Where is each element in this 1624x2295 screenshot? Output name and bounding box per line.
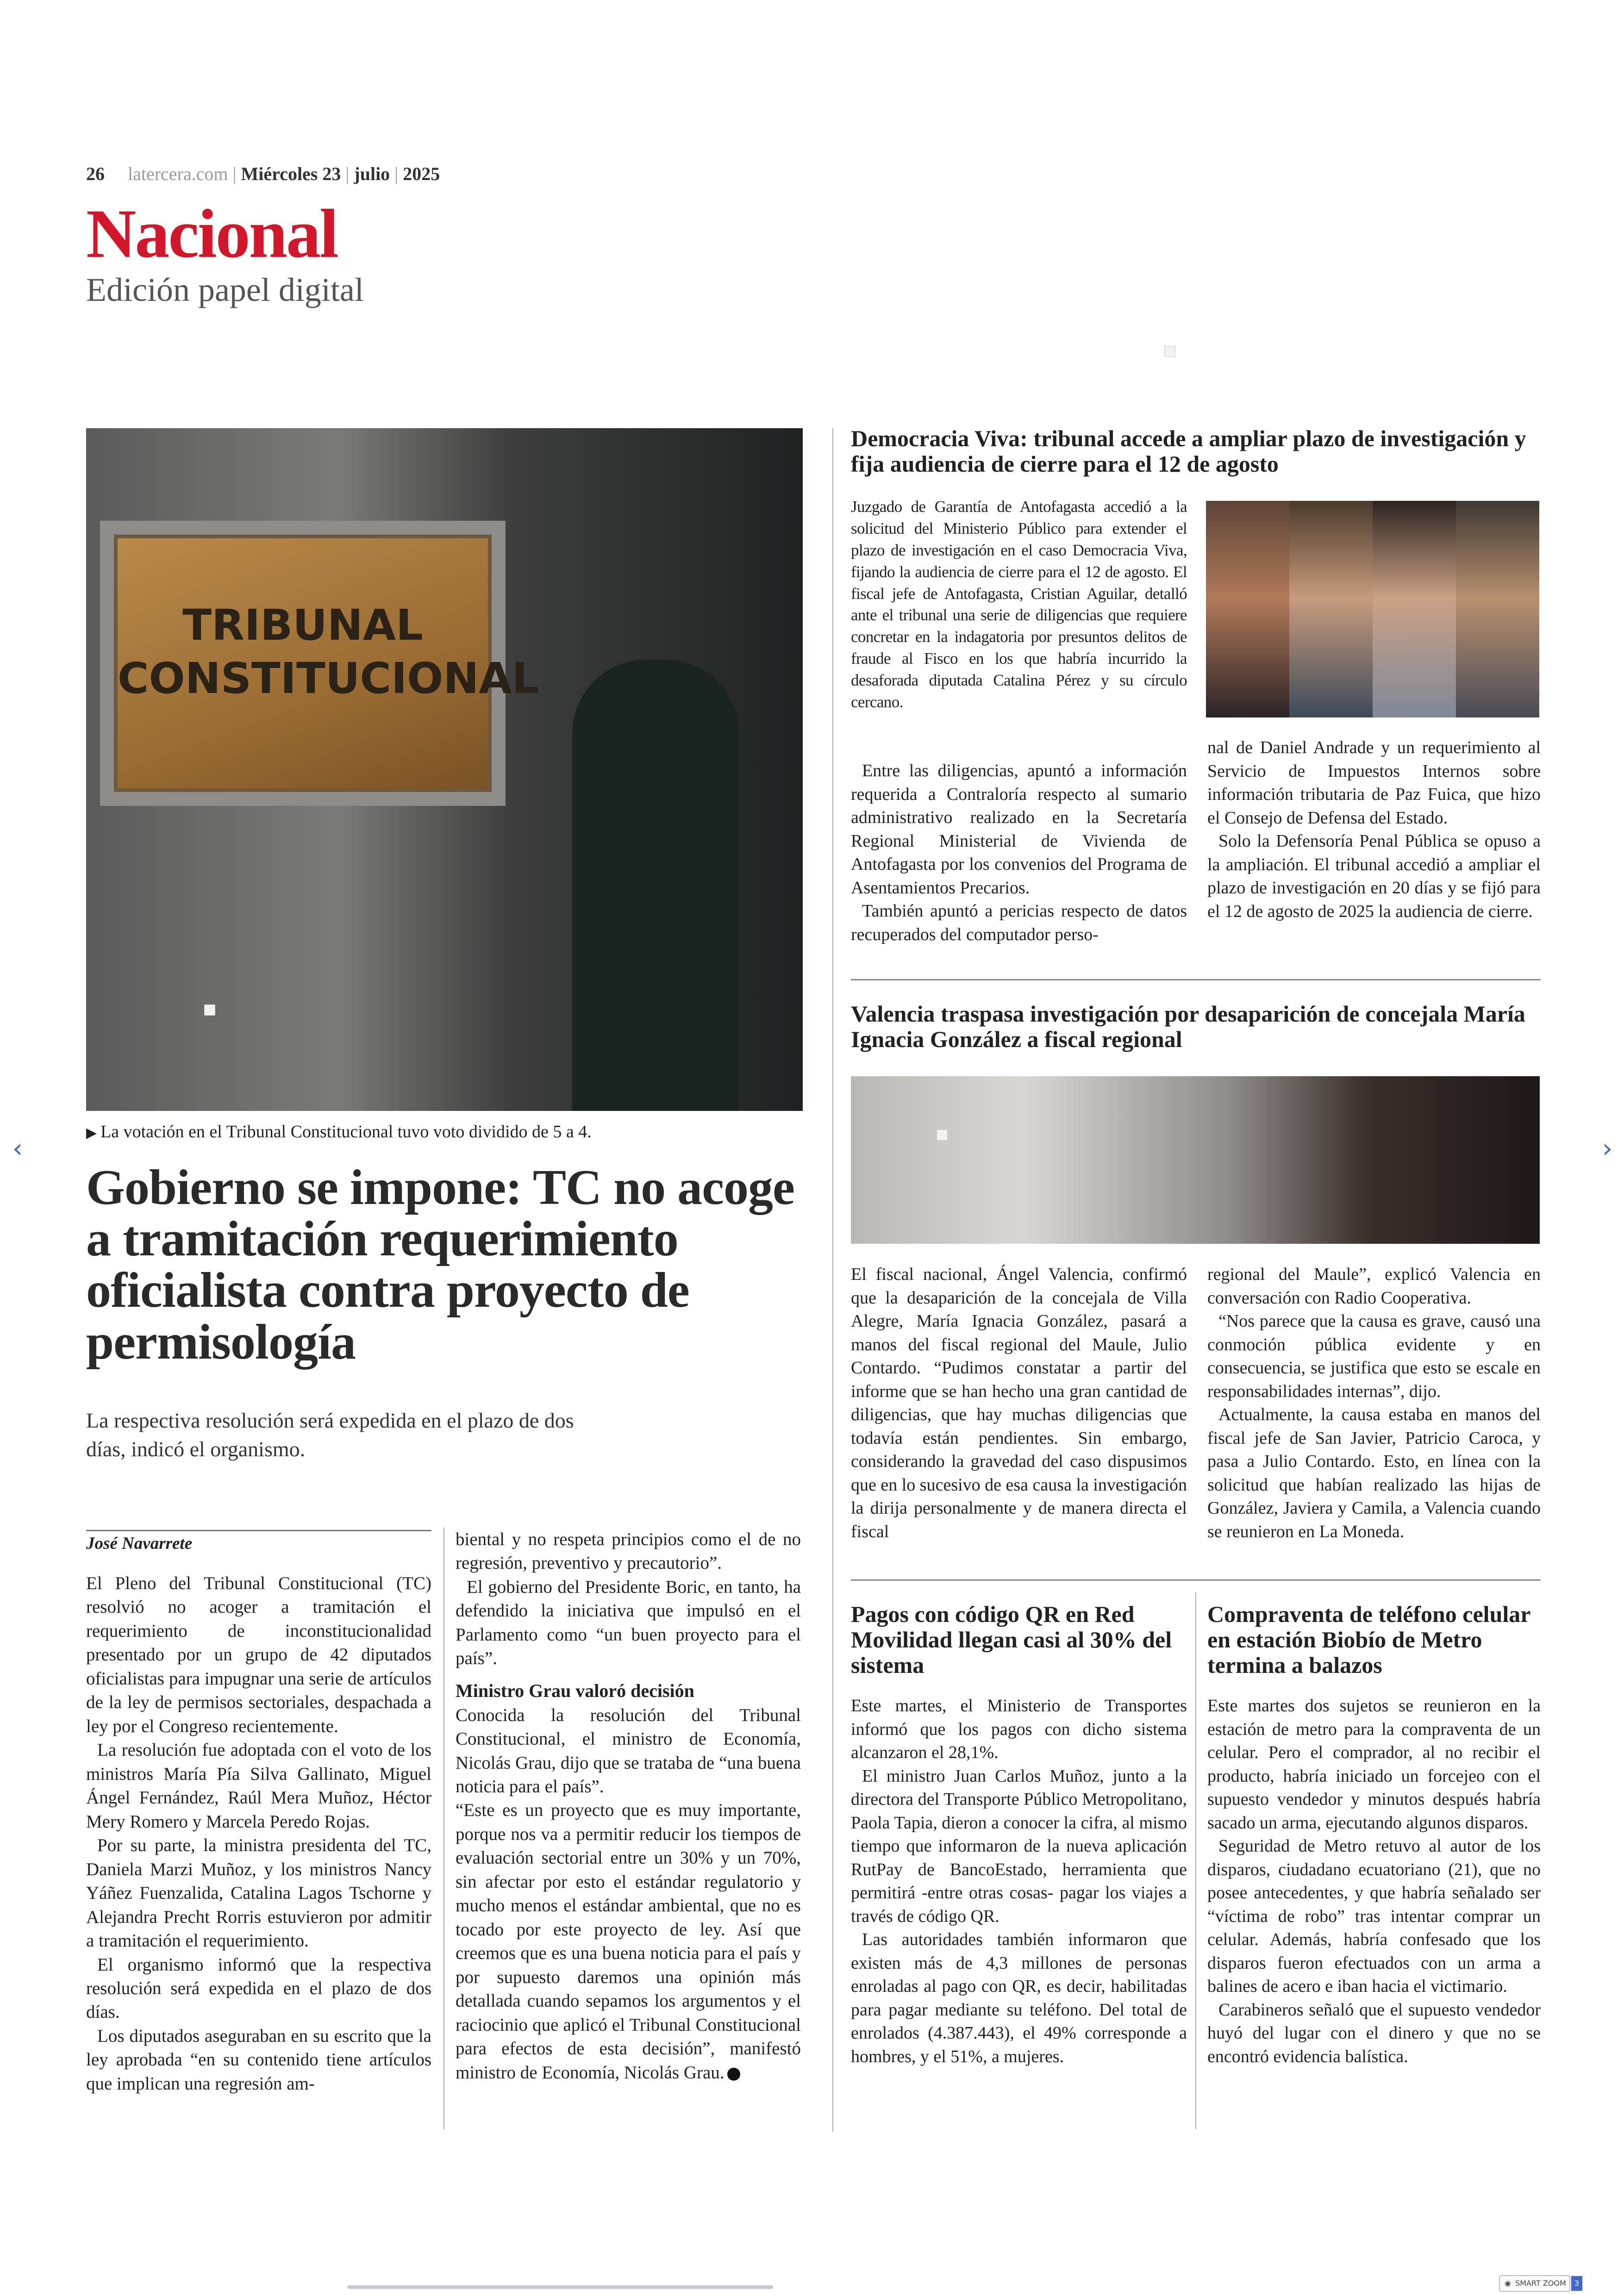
photo-caption: ▶ La votación en el Tribunal Constitucional tuvo voto dividido de 5 a 4. — [86, 1122, 592, 1141]
face-photo — [1373, 501, 1456, 717]
paragraph: El Pleno del Tribunal Constitucional (TC) resolvió no acoger a tramitación el requerimiento de inconstitucionalidad presentado por un grupo de 42 diputados oficialistas para impugnar una serie de artículos de la ley de permisos sectoriales, despachada a ley por el Congreso recientemente. — [86, 1573, 431, 1736]
date-month: julio — [354, 163, 390, 184]
valencia-column-1: El fiscal nacional, Ángel Valencia, confirmó que la desaparición de la concejala de Villa Alegre, María Ignacia González, pasará a manos del fiscal regional del Maule, Julio Contardo. “Pudimos constatar a partir del informe que se han hecho una gran cantidad de diligencias, que hay muchas diligencias que todavía están pendientes. Sin embargo, considerando la gravedad del caso dispusimos que en lo sucesivo de esa causa la investigación la dirija personalmente y de manera directa el fiscal — [851, 1265, 1187, 1541]
plaque-text: TRIBUNAL CONSTITUCIONAL — [118, 600, 539, 703]
paragraph: Los diputados aseguraban en su escrito que la ley aprobada “en su contenido tiene artículos que implican una regresión am- — [86, 2026, 431, 2094]
suspects-photo — [1206, 501, 1539, 717]
face-photo — [1456, 501, 1539, 717]
story-divider — [851, 979, 1541, 980]
eye-icon: ◉ — [1505, 2279, 1511, 2288]
end-mark-icon — [727, 2068, 740, 2081]
paragraph: La resolución fue adoptada con el voto de los ministros María Pía Silva Gallinato, Miguel Ángel Fernández, Raúl Mera Muñoz, Héctor Mery Romero y Marcela Peredo Rojas. — [86, 1740, 431, 1832]
byline-rule — [86, 1530, 431, 1531]
face-photo — [1206, 501, 1289, 717]
smart-zoom-value: 3 — [1571, 2276, 1582, 2291]
paragraph: Por su parte, la ministra presidenta del TC, Daniela Marzi Muñoz, y los ministros Nancy Yáñez Fuenzalida, Catalina Lagos Tschorne y Alejandra Precht Rorris estuvieron por admitir a tramitación el requerimiento. — [86, 1835, 431, 1951]
face-photo — [1289, 501, 1373, 717]
democracia-column-2: nal de Daniel Andrade y un requerimiento al Servicio de Impuestos Internos sobre información tributaria de Paz Fuica, que hizo el Consejo de Defensa del Estado. Solo la Defensoría Penal Pública se opuso a la ampliación. El tribunal accedió a ampliar el plazo de investigación en 20 días y se fijó para el 12 de agosto de 2025 la audiencia de cierre. — [1207, 738, 1541, 921]
main-headline[interactable]: Gobierno se impone: TC no acoge a tramitación requerimiento oficialista contra proyecto de permisología — [86, 1160, 794, 1370]
qr-headline[interactable]: Pagos con código QR en Red Movilidad llegan casi al 30% del sistema — [851, 1601, 1172, 1678]
smart-zoom-label: SMART ZOOM — [1515, 2279, 1566, 2288]
democracia-column-1b: Entre las diligencias, apuntó a información requerida a Contraloría respecto al sumario administrativo realizado en la Secretaría Regional Ministerial de Vivienda de Antofagasta por los convenios del Programa de Asentamientos Precarios. También apuntó a pericias respecto de datos recuperados del computador perso- — [851, 761, 1187, 944]
column-divider — [1195, 1592, 1196, 2129]
section-subtitle: Edición papel digital — [86, 271, 364, 308]
next-page-arrow-icon[interactable]: › — [1602, 1134, 1613, 1164]
image-placeholder-icon — [1164, 346, 1175, 357]
biobio-body: Este martes dos sujetos se reunieron en la estación de metro para la compraventa de un celular. Pero el comprador, al no recibir el producto, habría iniciado un forcejeo con el supuesto vendedor y minutos después habría sacado un arma, ejecutando algunos disparos. Seguridad de Metro retuvo al autor de los disparos, ciudadano ecuatoriano (21), que no posee antecedentes, y que habría señalado ser “víctima de robo” tras intentar comprar un celular. Además, habría confesado que los disparos fueron efectuados con un arma a balines de acero e iban hacia el victimario. Carabineros señaló que el supuesto vendedor huyó del lugar con el dinero y que no se encontró evidencia balística. — [1207, 1696, 1541, 2066]
biobio-headline[interactable]: Compraventa de teléfono celular en estación Biobío de Metro termina a balazos — [1207, 1601, 1530, 1678]
main-column-1 — [86, 1572, 431, 2095]
paragraph: El gobierno del Presidente Boric, en tanto, ha defendido la iniciativa que impulsó en el Parlamento como “un buen proyecto para el país”. — [456, 1577, 801, 1669]
paragraph: “Este es un proyecto que es muy importante, porque nos va a permitir reducir los tiempos de evaluación sectorial entre un 30% y un 70%, sin afectar por esto el estándar regulatorio y mucho menos el estándar ambiental, que no es tocado por este proyecto de ley. Así que creemos que es una buena noticia para el país y por supuesto daremos una opinión más detallada cuando sepamos los argumentos y el raciocinio que aplicó el Tribunal Constitucional para efectos de esta decisión”, manifestó ministro de Economía, Nicolás Grau. — [456, 1800, 801, 2083]
caption-arrow-icon: ▶ — [86, 1125, 97, 1141]
main-column-2 — [456, 1528, 801, 2084]
valencia-column-2: regional del Maule”, explicó Valencia en conversación con Radio Cooperativa. “Nos parece que la causa es grave, causó una conmoción pública evidente y en consecuencia, se justifica que esto se escale en responsabilidades internas”, dijo. Actualmente, la causa estaba en manos del fiscal jefe de San Javier, Patricio Caroca, y pasa a Julio Contardo. Esto, en línea con la solicitud que habían realizado las hijas de González, Javiera y Camila, a Valencia cuando se reunieron en La Moneda. — [1207, 1265, 1541, 1541]
guard-figure — [572, 660, 739, 1111]
horizontal-scrollbar[interactable] — [347, 2285, 773, 2289]
section-title: Nacional — [86, 195, 337, 272]
site-name[interactable]: latercera.com — [128, 163, 228, 184]
main-lead: La respectiva resolución será expedida en el plazo de dos días, indicó el organismo. — [86, 1409, 574, 1461]
column-divider — [443, 1528, 444, 2129]
qr-body: Este martes, el Ministerio de Transportes informó que los pagos con dicho sistema alcanzaron el 28,1%. El ministro Juan Carlos Muñoz, junto a la directora del Transporte Público Metropolitano, Paola Tapia, dieron a conocer la cifra, al mismo tiempo que informaron de la nueva aplicación RutPay de BancoEstado, herramienta que permitirá -entre otras cosas- pagar los viajes a través de código QR. Las autoridades también informaron que existen más de 4,3 millones de personas enroladas al pago con QR, es decir, habilitadas para pagar mediante su teléfono. Del total de enrolados (4.387.443), el 49% corresponde a hombres, y el 51%, a mujeres. — [851, 1696, 1187, 2066]
valencia-headline[interactable]: Valencia traspasa investigación por desaparición de concejala María Ignacia González a fiscal regional — [851, 1001, 1525, 1052]
democracia-headline[interactable]: Democracia Viva: tribunal accede a ampliar plazo de investigación y fija audiencia de cierre para el 12 de agosto — [851, 425, 1526, 477]
tribunal-plaque — [114, 535, 539, 792]
story-divider — [851, 1579, 1541, 1581]
valencia-photo — [851, 1076, 1540, 1244]
column-divider — [832, 428, 833, 2132]
image-placeholder-icon — [204, 1004, 215, 1016]
tribunal-photo — [86, 428, 803, 1111]
page-number: 26 — [86, 163, 105, 184]
paragraph: Conocida la resolución del Tribunal Constitucional, el ministro de Economía, Nicolás Grau, dijo que se trataba de “una buena noticia para el país”. — [456, 1705, 801, 1797]
paragraph: biental y no respeta principios como el de no regresión, preventivo y precautorio”. — [456, 1529, 801, 1573]
smart-zoom-button[interactable] — [1499, 2275, 1579, 2292]
byline: José Navarrete — [86, 1534, 193, 1553]
date-day: Miércoles 23 — [241, 163, 341, 184]
subhead: Ministro Grau valoró decisión — [456, 1680, 694, 1701]
date-year: 2025 — [403, 163, 440, 184]
page-header: 26 latercera.com | Miércoles 23 | julio | 2025 — [86, 163, 440, 184]
paragraph: El organismo informó que la respectiva resolución será expedida en el plazo de dos días. — [86, 1954, 431, 2022]
prev-page-arrow-icon[interactable]: ‹ — [12, 1134, 23, 1164]
democracia-column-1a: Juzgado de Garantía de Antofagasta accedió a la solicitud del Ministerio Público para extender el plazo de investigación en el caso Democracia Viva, fijando la audiencia de cierre para el 12 de agosto. El fiscal jefe de Antofagasta, Cristian Aguilar, detalló ante el tribunal una serie de diligencias que requiere concretar en la indagatoria por presuntos delitos de fraude al Fisco en los que habría incurrido la desaforada diputada Catalina Pérez y su círculo cercano. — [851, 498, 1187, 711]
image-placeholder-icon — [937, 1129, 948, 1141]
